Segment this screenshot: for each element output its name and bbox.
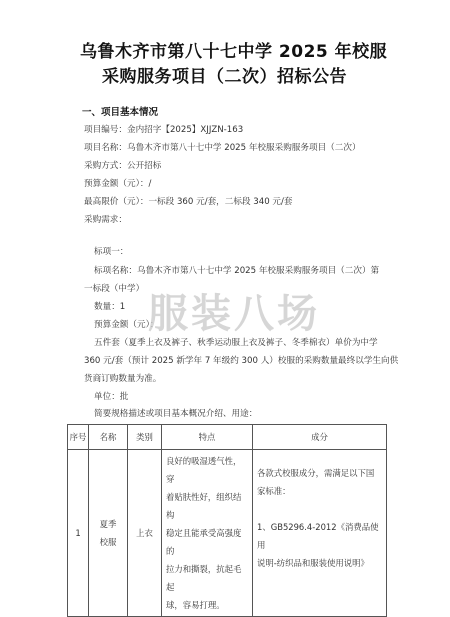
section-heading: 一、项目基本情况 (82, 107, 159, 118)
document-title-line2: 采购服务项目（二次）招标公告 (102, 67, 347, 87)
cell-category: 上衣 (128, 450, 162, 617)
procurement-requirements: 采购需求： (84, 215, 127, 225)
features-line: 球，容易打理。 (166, 600, 225, 610)
col-header-composition: 成分 (253, 425, 387, 450)
lot-description-line3: 货商订购数量为准。 (84, 374, 162, 384)
features-line: 拉力和撕裂，抗起毛起 (166, 564, 242, 592)
cell-name-line1: 夏季 (99, 519, 117, 529)
cell-number: 1 (68, 450, 89, 617)
project-name: 项目名称：乌鲁木齐市第八十七中学 2025 年校服采购服务项目（二次） (84, 143, 361, 153)
col-header-name: 名称 (89, 425, 128, 450)
composition-line (257, 500, 382, 518)
cell-name (89, 450, 128, 617)
lot-quantity: 数量：1 (94, 302, 126, 312)
lot-budget: 预算金额（元）： (94, 320, 159, 330)
col-header-category: 类别 (128, 425, 162, 450)
lot-description-line2: 360 元/套（预计 2025 新学年 7 年级约 300 人）校服的采购数量最终以学生向供 (84, 356, 399, 366)
composition-line: 说明-纺织品和服装使用说明》 (257, 558, 369, 568)
lot-name-line1: 标项名称：乌鲁木齐市第八十七中学 2025 年校服采购服务项目（二次）第 (94, 266, 380, 276)
document-title-line1: 乌鲁木齐市第八十七中学 2025 年校服 (80, 42, 388, 62)
lot-unit: 单位：批 (94, 392, 129, 402)
lot-heading: 标项一： (94, 247, 129, 257)
cell-composition (253, 450, 387, 617)
composition-line: 各款式校服成分，需满足以下国 (257, 468, 375, 478)
features-line: 着贴肤性好，组织结构 (166, 492, 242, 520)
col-header-number: 序号 (68, 425, 89, 450)
lot-description-line1: 五件套（夏季上衣及裤子、秋季运动服上衣及裤子、冬季棉衣）单价为中学 (94, 338, 378, 348)
budget-amount: 预算金额（元）：/ (84, 179, 152, 189)
cell-features (162, 450, 253, 617)
features-line: 稳定且能承受高强度的 (166, 528, 242, 556)
lot-name-line2: 一标段（中学） (84, 284, 145, 294)
composition-line: 家标准： (257, 486, 291, 496)
cell-name-line2: 校服 (99, 537, 117, 547)
features-line: 良好的吸湿透气性，穿 (166, 456, 242, 484)
table-row (68, 450, 387, 617)
composition-line: 1、GB5296.4-2012《消费品使用 (257, 522, 379, 550)
max-price: 最高限价（元）：一标段 360 元/套，二标段 340 元/套 (84, 197, 293, 207)
col-header-features: 特点 (162, 425, 253, 450)
watermark: 服装八场 (148, 291, 320, 337)
project-number: 项目编号：金内招字【2025】XJJZN-163 (84, 125, 244, 135)
procurement-method: 采购方式：公开招标 (84, 161, 162, 171)
table-header-row (68, 425, 387, 450)
spec-intro: 简要规格描述或项目基本概况介绍、用途： (94, 409, 258, 419)
spec-table (67, 424, 387, 617)
